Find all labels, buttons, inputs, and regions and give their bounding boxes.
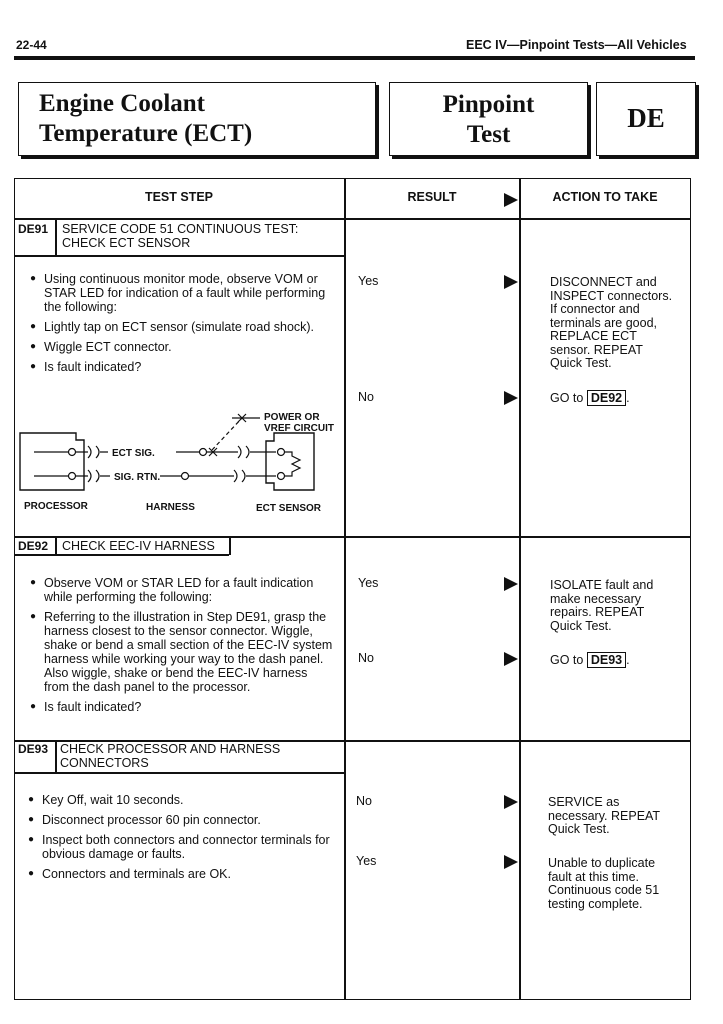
- step-code-divider: [55, 536, 57, 555]
- page-number: 22-44: [16, 38, 47, 52]
- column-header-result: RESULT: [407, 190, 457, 204]
- action-text: DISCONNECT and INSPECT connectors. If connector and terminals are good, REPLACE ECT sensor. REPEAT Quick Test.: [550, 275, 673, 370]
- step-title: CHECK EEC-IV HARNESS: [62, 539, 215, 553]
- step-title-box-edge: [229, 536, 231, 555]
- processor-connector-shape: [20, 433, 84, 490]
- test-name-title: Engine Coolant Temperature (ECT): [39, 90, 253, 147]
- step-code: DE93: [18, 742, 49, 756]
- diagram-label: VREF CIRCUIT: [264, 423, 334, 434]
- column-header-action: ACTION TO TAKE: [552, 190, 658, 204]
- result-arrow-icon: [504, 275, 518, 289]
- step-bullet-list: [30, 272, 330, 380]
- goto-step-ref: DE93: [587, 652, 626, 668]
- step-bullet: ● Using continuous monitor mode, observe VOM or STAR LED for indication of a fault while performing the following:: [30, 272, 330, 314]
- goto-prefix: GO to: [550, 653, 584, 667]
- goto-suffix: .: [626, 391, 630, 405]
- column-divider-2: [519, 178, 521, 1000]
- result-label: Yes: [358, 576, 379, 590]
- result-arrow-icon: [504, 577, 518, 591]
- diagram-label: ECT SIG.: [112, 448, 155, 459]
- result-label: No: [358, 651, 374, 665]
- step-bullet: ● Connectors and terminals are OK.: [28, 867, 333, 881]
- step-bullet: ● Is fault indicated?: [30, 360, 330, 374]
- goto-step-ref: DE92: [587, 390, 626, 406]
- column-divider-1: [344, 178, 346, 1000]
- step-bullet: ● Observe VOM or STAR LED for a fault indication while performing the following:: [30, 576, 335, 604]
- step-bullet-list: [28, 793, 333, 887]
- step-bullet: ● Is fault indicated?: [30, 700, 335, 714]
- goto-action: [550, 652, 630, 668]
- header-rule: [14, 56, 695, 60]
- step-bullet: ● Lightly tap on ECT sensor (simulate road shock).: [30, 320, 330, 334]
- diagram-label: HARNESS: [146, 502, 195, 513]
- step-bullet: ● Disconnect processor 60 pin connector.: [28, 813, 333, 827]
- result-label: No: [356, 794, 372, 808]
- step-bullet: ● Inspect both connectors and connector terminals for obvious damage or faults.: [28, 833, 333, 861]
- step-code: DE92: [18, 539, 49, 553]
- step-divider-1: [14, 536, 691, 538]
- header-row-divider: [14, 218, 691, 220]
- test-type-title: Pinpoint Test: [442, 91, 535, 148]
- result-label: No: [358, 390, 374, 404]
- step-title-underline: [14, 554, 229, 556]
- step-title: SERVICE CODE 51 CONTINUOUS TEST: CHECK ECT SENSOR: [62, 222, 299, 250]
- action-text: SERVICE as necessary. REPEAT Quick Test.: [548, 795, 661, 836]
- diagram-label: PROCESSOR: [24, 501, 88, 512]
- goto-action: [550, 390, 630, 406]
- diagram-label: ECT SENSOR: [256, 503, 322, 514]
- step-title-underline: [14, 255, 344, 257]
- column-header-test-step: TEST STEP: [144, 190, 214, 204]
- title-box-test-type: [389, 82, 588, 156]
- title-box-code: [596, 82, 696, 156]
- result-arrow-icon: [504, 391, 518, 405]
- step-title: CHECK PROCESSOR AND HARNESS CONNECTORS: [60, 742, 281, 770]
- test-code-title: DE: [627, 103, 665, 133]
- step-code: DE91: [18, 222, 49, 236]
- title-box-name: [18, 82, 376, 156]
- action-text: Unable to duplicate fault at this time. Continuous code 51 testing complete.: [548, 856, 660, 911]
- result-label: Yes: [356, 854, 377, 868]
- ect-wiring-diagram: [16, 405, 342, 517]
- result-label: Yes: [358, 274, 379, 288]
- step-code-divider: [55, 740, 57, 773]
- step-bullet: ● Key Off, wait 10 seconds.: [28, 793, 333, 807]
- action-text: ISOLATE fault and make necessary repairs. REPEAT Quick Test.: [550, 578, 654, 633]
- goto-suffix: .: [626, 653, 630, 667]
- goto-prefix: GO to: [550, 391, 584, 405]
- running-head: EEC IV—Pinpoint Tests—All Vehicles: [466, 38, 687, 52]
- step-title-underline: [14, 772, 345, 774]
- diagram-label: SIG. RTN.: [114, 472, 161, 483]
- step-code-divider: [55, 218, 57, 256]
- step-bullet: ● Referring to the illustration in Step DE91, grasp the harness closest to the sensor connector. Wiggle, shake or bend a small section of the EEC-IV system harness while working your way to the dash panel. Also wiggle, shake or bend the EEC-IV harness from the dash panel to the processor.: [30, 610, 335, 694]
- step-bullet-list: [30, 576, 335, 720]
- header-arrow-icon: [504, 193, 518, 207]
- step-bullet: ● Wiggle ECT connector.: [30, 340, 330, 354]
- result-arrow-icon: [504, 652, 518, 666]
- result-arrow-icon: [504, 855, 518, 869]
- diagram-label: POWER OR: [264, 412, 320, 423]
- result-arrow-icon: [504, 795, 518, 809]
